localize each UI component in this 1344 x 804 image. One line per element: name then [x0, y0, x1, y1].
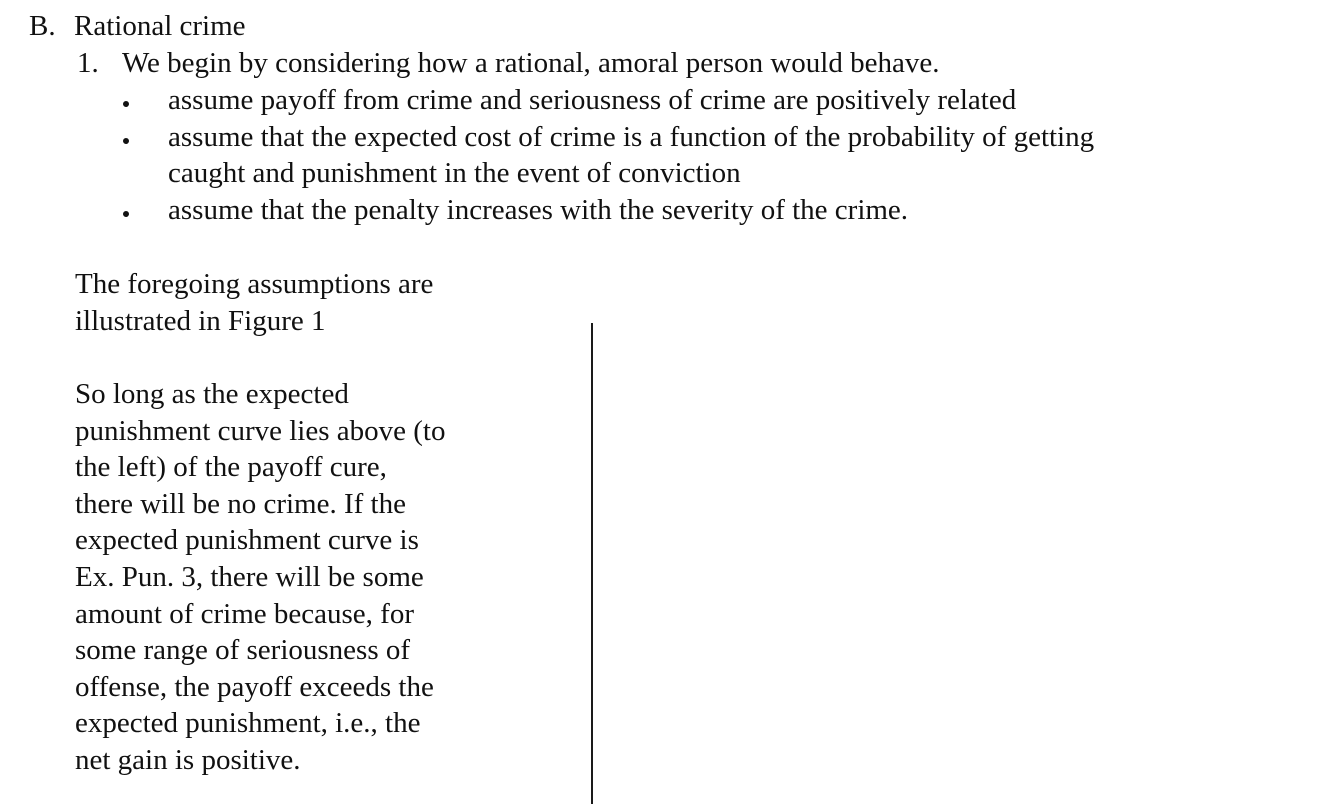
bullet-text-line: assume that the penalty increases with the severity of the crime. — [168, 194, 909, 226]
section-title: Rational crime — [74, 10, 246, 42]
bullet-dot — [123, 138, 129, 144]
paragraph-explanation — [75, 376, 445, 779]
bullet-dot — [123, 211, 129, 217]
paragraph-line: illustrated in Figure 1 — [75, 305, 326, 337]
paragraph-line: So long as the expected — [75, 378, 349, 410]
bullet-dot — [123, 101, 129, 107]
paragraph-line: expected punishment curve is — [75, 524, 419, 557]
paragraph-line: the left) of the payoff cure, — [75, 451, 387, 484]
paragraph-line: some range of seriousness of — [75, 634, 411, 667]
paragraph-line: offense, the payoff exceeds the — [75, 670, 434, 703]
paragraph-line: amount of crime because, for — [75, 597, 414, 630]
item-number: 1. — [77, 47, 99, 79]
paragraph-figure-reference — [75, 266, 433, 340]
item-text: We begin by considering how a rational, amoral person would behave. — [122, 47, 940, 79]
bullet-text-line: assume payoff from crime and seriousness of crime are positively related — [168, 84, 1017, 116]
section-marker: B. — [29, 10, 56, 42]
paragraph-line: The foregoing assumptions are — [75, 268, 434, 300]
paragraph-line: punishment curve lies above (to — [75, 414, 446, 447]
bullet-text-line: caught and punishment in the event of conviction — [168, 157, 741, 189]
paragraph-line: net gain is positive. — [75, 743, 301, 776]
paragraph-line: Ex. Pun. 3, there will be some — [75, 560, 424, 593]
paragraph-line: expected punishment, i.e., the — [75, 707, 421, 740]
figure-vertical-axis-line — [591, 323, 593, 804]
paragraph-line: there will be no crime. If the — [75, 487, 406, 520]
bullet-text-line: assume that the expected cost of crime is a function of the probability of getting — [168, 121, 1095, 153]
